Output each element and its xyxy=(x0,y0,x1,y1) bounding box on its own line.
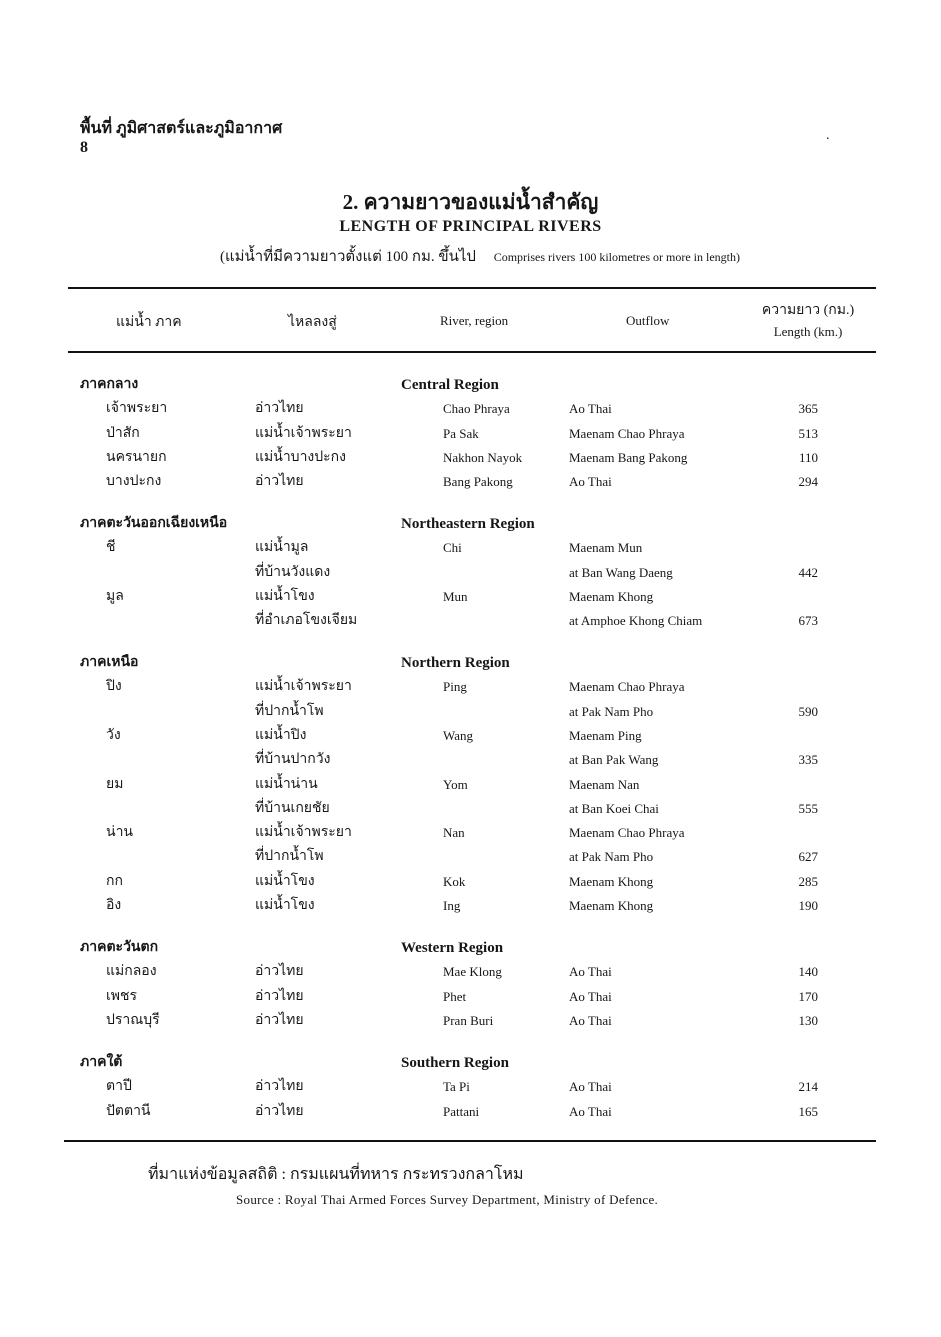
column-header-river-english: River, region xyxy=(440,313,509,328)
outflow-english: at Pak Nam Pho xyxy=(569,703,654,719)
river-name-english: Chao Phraya xyxy=(443,401,510,417)
outflow-english: Ao Thai xyxy=(569,1103,612,1119)
river-name-english: Mae Klong xyxy=(443,964,502,980)
outflow-thai: แม่น้ำน่าน xyxy=(255,776,318,792)
outflow-thai: ที่บ้านเกยชัย xyxy=(255,800,330,816)
outflow-english: Maenam Chao Phraya xyxy=(569,825,685,841)
outflow-english: Maenam Chao Phraya xyxy=(569,679,685,695)
length-header-english: Length (km.) xyxy=(773,324,843,339)
river-length: 335 xyxy=(798,752,818,768)
river-name-thai: ปราณบุรี xyxy=(106,1012,160,1028)
river-name-thai: อิง xyxy=(106,898,122,913)
source-english: Source : Royal Thai Armed Forces Survey Department, Ministry of Defence. xyxy=(236,1192,659,1207)
outflow-thai: แม่น้ำบางปะกง xyxy=(255,449,346,465)
subtitle-english: Comprises rivers 100 kilometres or more in length) xyxy=(493,250,740,264)
river-name-thai: น่าน xyxy=(106,825,134,841)
river-name-thai: ตาปี xyxy=(106,1079,132,1095)
outflow-english: Ao Thai xyxy=(569,988,612,1004)
outflow-english: at Pak Nam Pho xyxy=(569,849,654,865)
region-label-english: Southern Region xyxy=(401,1055,509,1071)
region-label-english: Central Region xyxy=(401,377,499,393)
river-length: 513 xyxy=(798,425,818,441)
outflow-thai: อ่าวไทย xyxy=(255,988,304,1004)
river-name-thai: ชี xyxy=(106,540,116,556)
river-name-english: Phet xyxy=(443,988,467,1004)
river-name-english: Mun xyxy=(443,588,468,604)
outflow-english: Ao Thai xyxy=(569,1079,612,1095)
outflow-thai: ที่ปากน้ำโพ xyxy=(255,703,324,719)
outflow-thai: อ่าวไทย xyxy=(255,1012,304,1028)
column-header-length xyxy=(752,300,864,342)
outflow-english: Maenam Ping xyxy=(569,727,642,743)
outflow-english: Maenam Khong xyxy=(569,588,654,604)
length-header-thai: ความยาว (กม.) xyxy=(761,303,855,318)
outflow-english: at Amphoe Khong Chiam xyxy=(569,613,703,629)
outflow-english: Maenam Chao Phraya xyxy=(569,425,685,441)
column-header-river-thai: แม่น้ำ ภาค xyxy=(116,315,182,330)
river-name-english: Kok xyxy=(443,873,466,889)
outflow-thai: แม่น้ำเจ้าพระยา xyxy=(255,825,352,841)
river-name-thai: เพชร xyxy=(106,988,138,1004)
river-name-thai: แม่กลอง xyxy=(106,964,157,980)
river-name-thai: นครนายก xyxy=(106,449,167,465)
river-length: 294 xyxy=(798,474,818,490)
page-header-title: พื้นที่ ภูมิศาสตร์และภูมิอากาศ xyxy=(80,120,283,137)
table-title-thai: 2. ความยาวของแม่น้ำสำคัญ xyxy=(342,190,599,214)
outflow-thai: แม่น้ำโขง xyxy=(255,873,315,889)
river-name-thai: ป่าสัก xyxy=(106,425,140,441)
region-label-thai: ภาคตะวันตก xyxy=(80,940,159,955)
outflow-english: Maenam Bang Pakong xyxy=(569,449,688,465)
river-name-english: Pa Sak xyxy=(443,425,479,441)
river-name-thai: มูล xyxy=(106,588,124,604)
region-label-thai: ภาคเหนือ xyxy=(80,655,139,670)
river-name-english: Nan xyxy=(443,825,465,841)
region-label-thai: ภาคใต้ xyxy=(80,1055,123,1070)
table-bottom-rule xyxy=(64,1140,876,1142)
river-name-english: Nakhon Nayok xyxy=(443,449,523,465)
river-length: 110 xyxy=(798,449,818,465)
subtitle-thai: (แม่น้ำที่มีความยาวตั้งแต่ 100 กม. ขึ้นไป xyxy=(220,249,476,265)
outflow-thai: แม่น้ำปิง xyxy=(255,727,307,743)
table-title-english: LENGTH OF PRINCIPAL RIVERS xyxy=(339,218,602,235)
river-name-english: Chi xyxy=(443,540,462,556)
outflow-english: at Ban Pak Wang xyxy=(569,752,659,768)
outflow-english: Maenam Khong xyxy=(569,873,654,889)
river-name-thai: บางปะกง xyxy=(106,474,162,490)
outflow-thai: อ่าวไทย xyxy=(255,401,304,417)
outflow-english: Maenam Khong xyxy=(569,898,654,913)
outflow-thai: แม่น้ำโขง xyxy=(255,898,315,913)
table-subtitle xyxy=(150,244,810,268)
page-number: 8 xyxy=(80,139,88,156)
outflow-english: Ao Thai xyxy=(569,1012,612,1028)
outflow-english: Maenam Mun xyxy=(569,540,643,556)
river-length: 590 xyxy=(798,703,818,719)
outflow-thai: แม่น้ำเจ้าพระยา xyxy=(255,425,352,441)
column-header-outflow-english: Outflow xyxy=(626,313,670,328)
river-length: 190 xyxy=(798,898,818,913)
region-label-english: Northern Region xyxy=(401,655,510,671)
outflow-english: Ao Thai xyxy=(569,964,612,980)
outflow-english: Ao Thai xyxy=(569,474,612,490)
outflow-english: at Ban Koei Chai xyxy=(569,800,659,816)
table-top-rule xyxy=(68,287,876,289)
river-name-english: Pattani xyxy=(443,1103,480,1119)
outflow-thai: อ่าวไทย xyxy=(255,1103,304,1119)
river-name-thai: วัง xyxy=(106,727,121,743)
column-header-outflow-thai: ไหลลงสู่ xyxy=(288,315,337,330)
outflow-thai: ที่อำเภอโขงเจียม xyxy=(255,613,358,629)
region-label-english: Western Region xyxy=(401,940,504,956)
outflow-english: at Ban Wang Daeng xyxy=(569,564,673,580)
outflow-thai: อ่าวไทย xyxy=(255,964,304,980)
river-length: 170 xyxy=(798,988,818,1004)
river-name-thai: กก xyxy=(106,873,123,889)
outflow-thai: ที่บ้านวังแดง xyxy=(255,564,331,580)
outflow-thai: ที่บ้านปากวัง xyxy=(255,752,331,768)
river-name-thai: เจ้าพระยา xyxy=(106,401,168,417)
table-header-rule xyxy=(68,351,876,353)
river-name-english: Pran Buri xyxy=(443,1012,494,1028)
river-length: 555 xyxy=(798,800,818,816)
river-length: 365 xyxy=(798,401,818,417)
outflow-english: Ao Thai xyxy=(569,401,612,417)
river-length: 214 xyxy=(798,1079,818,1095)
outflow-thai: อ่าวไทย xyxy=(255,474,304,490)
outflow-thai: ที่ปากน้ำโพ xyxy=(255,849,324,865)
river-name-thai: ยม xyxy=(106,776,124,792)
region-label-english: Northeastern Region xyxy=(401,516,535,532)
river-length: 442 xyxy=(798,564,818,580)
river-name-thai: ปัตตานี xyxy=(106,1103,151,1119)
river-name-english: Ping xyxy=(443,679,467,695)
river-length: 673 xyxy=(798,613,818,629)
source-thai: ที่มาแห่งข้อมูลสถิติ : กรมแผนที่ทหาร กระทรวงกลาโหม xyxy=(148,1166,524,1183)
river-length: 285 xyxy=(798,873,818,889)
river-name-english: Ing xyxy=(443,898,461,913)
outflow-thai: แม่น้ำมูล xyxy=(255,540,309,556)
river-name-english: Ta Pi xyxy=(443,1079,470,1095)
region-label-thai: ภาคกลาง xyxy=(80,377,139,392)
outflow-thai: แม่น้ำเจ้าพระยา xyxy=(255,679,352,695)
river-length: 165 xyxy=(798,1103,818,1119)
river-name-english: Wang xyxy=(443,727,473,743)
stray-mark: . xyxy=(826,128,830,143)
outflow-english: Maenam Nan xyxy=(569,776,640,792)
river-length: 130 xyxy=(798,1012,818,1028)
river-name-english: Yom xyxy=(443,776,468,792)
river-name-thai: ปิง xyxy=(106,679,122,695)
region-label-thai: ภาคตะวันออกเฉียงเหนือ xyxy=(80,516,228,531)
outflow-thai: อ่าวไทย xyxy=(255,1079,304,1095)
river-length: 140 xyxy=(798,964,818,980)
river-length: 627 xyxy=(798,849,818,865)
outflow-thai: แม่น้ำโขง xyxy=(255,588,315,604)
river-name-english: Bang Pakong xyxy=(443,474,513,490)
